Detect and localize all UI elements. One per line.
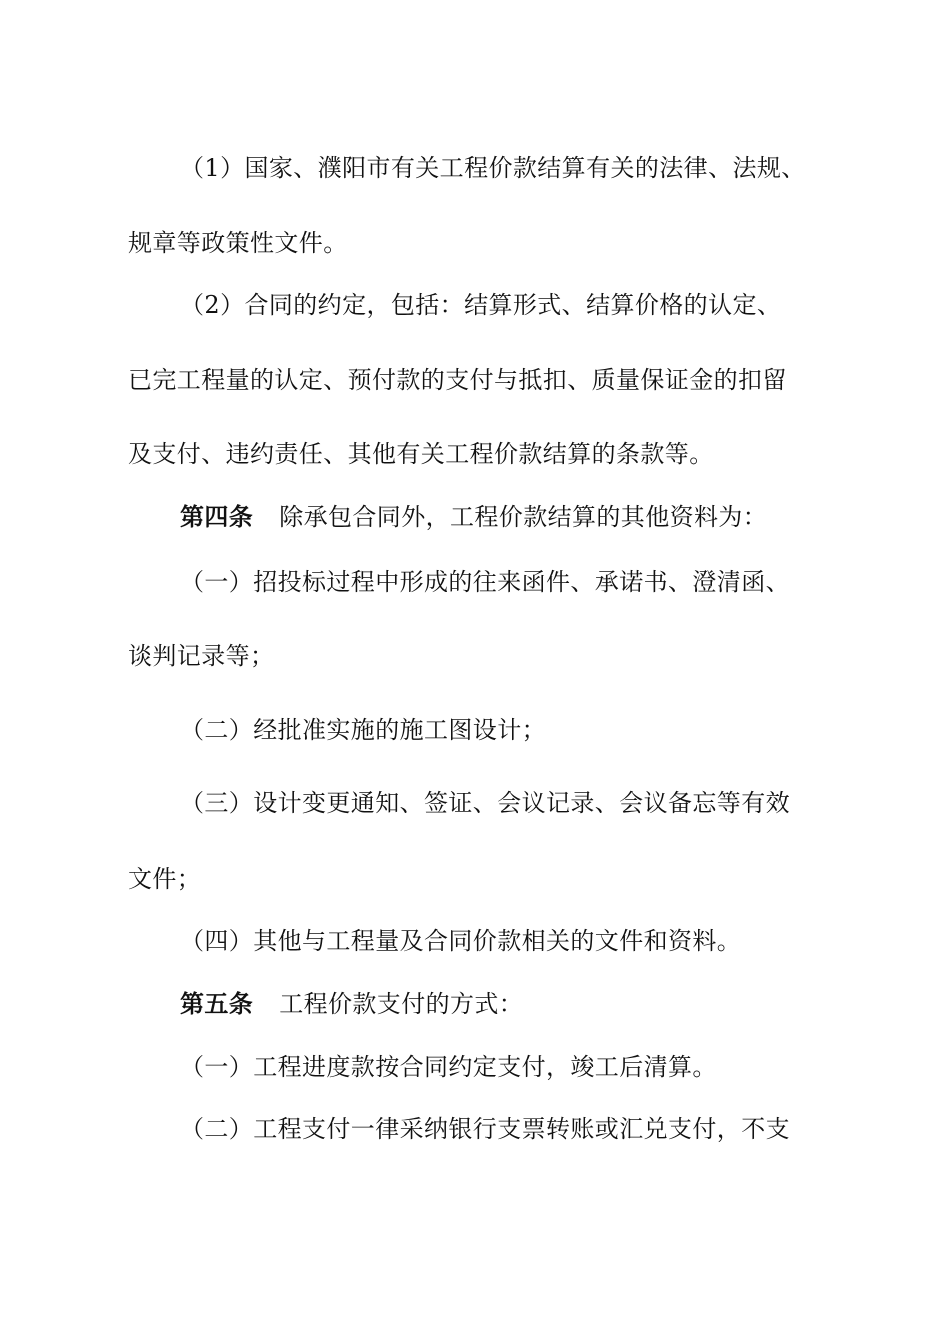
article-5-line bbox=[180, 988, 523, 1020]
payment-item-1: （一）工程进度款按合同约定支付，竣工后清算。 bbox=[180, 1053, 717, 1081]
article-4-text: 除承包合同外，工程价款结算的其他资料为： bbox=[279, 503, 768, 531]
article-4-line bbox=[180, 501, 767, 533]
paragraph-2-line-1: （2）合同的约定，包括：结算形式、结算价格的认定、 bbox=[180, 291, 782, 319]
item-1-line-1: （一）招投标过程中形成的往来函件、承诺书、澄清函、 bbox=[180, 568, 790, 596]
article-4-title: 第四条 bbox=[180, 503, 254, 531]
article-5-text: 工程价款支付的方式： bbox=[279, 990, 524, 1018]
item-1-line-2: 谈判记录等； bbox=[128, 642, 275, 670]
article-5-title: 第五条 bbox=[180, 990, 254, 1018]
paragraph-1-line-1: （1）国家、濮阳市有关工程价款结算有关的法律、法规、 bbox=[180, 154, 806, 182]
item-4: （四）其他与工程量及合同价款相关的文件和资料。 bbox=[180, 927, 742, 955]
item-2: （二）经批准实施的施工图设计； bbox=[180, 716, 546, 744]
payment-item-2: （二）工程支付一律采纳银行支票转账或汇兑支付，不支 bbox=[180, 1115, 790, 1143]
paragraph-2-line-2: 已完工程量的认定、预付款的支付与抵扣、质量保证金的扣留 bbox=[128, 366, 787, 394]
item-3-line-2: 文件； bbox=[128, 865, 202, 893]
paragraph-2-line-3: 及支付、违约责任、其他有关工程价款结算的条款等。 bbox=[128, 440, 714, 468]
item-3-line-1: （三）设计变更通知、签证、会议记录、会议备忘等有效 bbox=[180, 789, 790, 817]
paragraph-1-line-2: 规章等政策性文件。 bbox=[128, 229, 348, 257]
